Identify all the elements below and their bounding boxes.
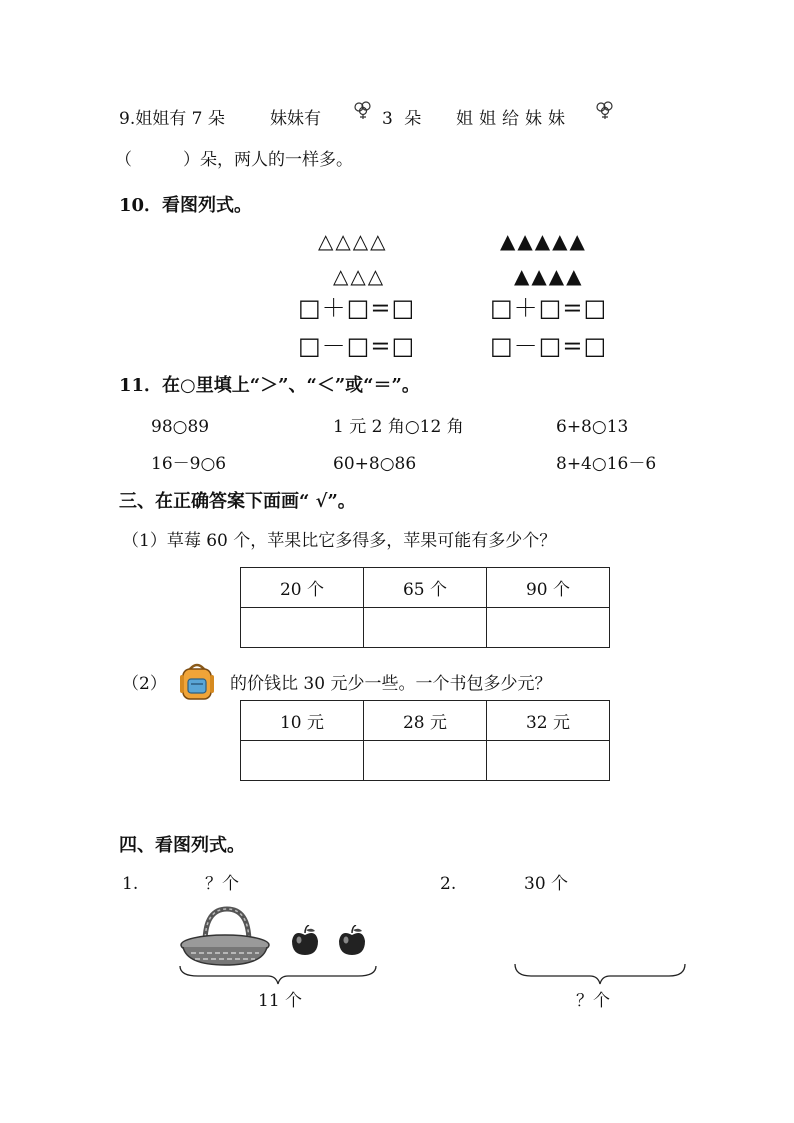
- q9-text-part2: 妹妹有: [270, 109, 321, 129]
- option-cell: 20 个: [241, 568, 364, 608]
- problem1-total-label: 11 个: [258, 991, 303, 1011]
- q10-left-sub-equation[interactable]: □－□=□: [298, 332, 416, 360]
- option-cell: 10 元: [241, 701, 364, 741]
- q10-title: 10．看图列式。: [119, 195, 253, 216]
- check-cell[interactable]: [364, 608, 487, 648]
- problem2-total-label: ？个: [576, 991, 610, 1011]
- section3-title: 三、在正确答案下面画“ √”。: [119, 491, 356, 512]
- problem2-number: 2.: [440, 874, 457, 894]
- check-cell[interactable]: [487, 741, 610, 781]
- section3-question1: （1）草莓 60 个，苹果比它多得多，苹果可能有多少个？: [122, 531, 557, 551]
- q11-title: 11．在○里填上“＞”、“＜”或“＝”。: [119, 375, 420, 396]
- check-cell[interactable]: [241, 741, 364, 781]
- q10-hollow-triangles-row2: △△△: [333, 264, 386, 288]
- q10-solid-triangles-row1: ▲▲▲▲▲: [500, 229, 587, 253]
- answer-table-2: [240, 700, 610, 781]
- q9-line2: （ ）朵，两人的一样多。: [115, 150, 353, 170]
- problem1-number: 1.: [122, 874, 139, 894]
- option-cell: 28 元: [364, 701, 487, 741]
- option-cell: 32 元: [487, 701, 610, 741]
- check-cell[interactable]: [364, 741, 487, 781]
- brace-bracket: [178, 964, 378, 986]
- answer-table-1: [240, 567, 610, 648]
- problem1-top-label: ？个: [205, 874, 239, 894]
- q11-item[interactable]: 98○89: [151, 417, 210, 437]
- flower-icon: [352, 100, 374, 120]
- q10-right-add-equation[interactable]: □＋□=□: [490, 294, 608, 322]
- q9-text-part1: 9.姐姐有 7 朵: [119, 109, 225, 129]
- q11-item[interactable]: 8+4○16－6: [556, 454, 657, 474]
- q11-item[interactable]: 16－9○6: [151, 454, 227, 474]
- q9-text-part4: 姐姐给妹妹: [456, 109, 571, 129]
- q10-solid-triangles-row2: ▲▲▲▲: [514, 264, 584, 288]
- section4-title: 四、看图列式。: [119, 835, 245, 856]
- backpack-icon: [178, 661, 216, 701]
- q10-hollow-triangles-row1: △△△△: [318, 229, 388, 253]
- option-cell: 65 个: [364, 568, 487, 608]
- brace-bracket: [513, 962, 687, 986]
- section3-question2-text: 的价钱比 30 元少一些。一个书包多少元？: [230, 674, 552, 694]
- option-cell: 90 个: [487, 568, 610, 608]
- check-cell[interactable]: [241, 608, 364, 648]
- apple-icon: [290, 925, 320, 957]
- q11-item[interactable]: 60+8○86: [333, 454, 417, 474]
- check-cell[interactable]: [487, 608, 610, 648]
- problem2-top-label: 30 个: [524, 874, 569, 894]
- flower-icon: [594, 100, 616, 120]
- q10-left-add-equation[interactable]: □＋□=□: [298, 294, 416, 322]
- q11-item[interactable]: 6+8○13: [556, 417, 629, 437]
- q10-right-sub-equation[interactable]: □－□=□: [490, 332, 608, 360]
- basket-icon: [177, 905, 273, 969]
- section3-question2-prefix: （2）: [122, 674, 167, 694]
- q9-text-part3: 3 朵: [382, 109, 425, 129]
- apple-icon: [337, 925, 367, 957]
- q11-item[interactable]: 1 元 2 角○12 角: [333, 417, 464, 437]
